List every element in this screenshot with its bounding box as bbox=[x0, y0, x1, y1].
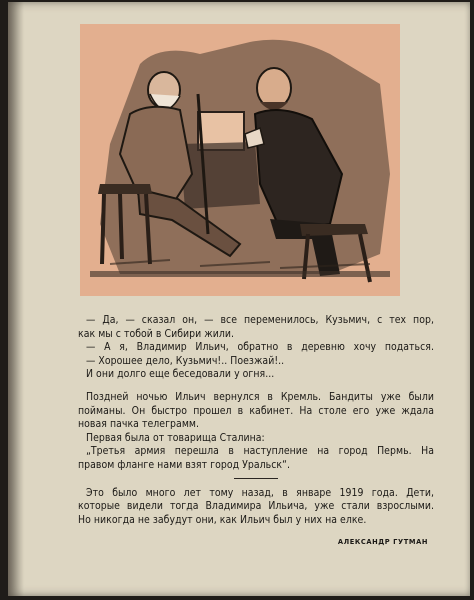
text-line: как мы с тобой в Сибири жили. bbox=[78, 327, 235, 340]
text-line: которые видели тогда Владимира Ильича, уже стали взрослыми. bbox=[78, 500, 434, 513]
text-line: пойманы. Он быстро прошел в кабинет. На столе его уже ждала bbox=[78, 404, 434, 417]
section-divider bbox=[234, 478, 278, 479]
text-line: Первая была от товарища Сталина: bbox=[86, 431, 265, 444]
paragraph-gap bbox=[78, 382, 434, 391]
text-line: „Третья армия перешла в наступление на город Пермь. На bbox=[86, 445, 434, 458]
text-line: И они долго еще беседовали у огня... bbox=[86, 368, 275, 381]
text-line: — Да, — сказал он, — все переменилось, Кузьмич, с тех пор, bbox=[86, 314, 434, 326]
text-line: новая пачка телеграмм. bbox=[78, 418, 200, 431]
illustration-drawing bbox=[80, 24, 400, 296]
text-line: — А я, Владимир Ильич, обратно в деревню хочу податься. bbox=[86, 341, 434, 354]
text-line: Но никогда не забудут они, как Ильич был у них на елке. bbox=[78, 513, 367, 526]
text-line: — Хорошее дело, Кузьмич!.. Поезжай!.. bbox=[86, 354, 285, 367]
page-gutter-shadow bbox=[8, 2, 24, 596]
text-line: правом фланге нами взят город Уральск“. bbox=[78, 458, 291, 471]
text-line: Поздней ночью Ильич вернулся в Кремль. Бандиты уже были bbox=[86, 390, 434, 403]
text-line: Это было много лет тому назад, в январе 1919 года. Дети, bbox=[86, 486, 434, 499]
page-text bbox=[78, 314, 434, 549]
book-page bbox=[8, 2, 470, 596]
author-signature: АЛЕКСАНДР ГУТМАН bbox=[337, 537, 428, 547]
lithograph-illustration bbox=[80, 24, 400, 296]
